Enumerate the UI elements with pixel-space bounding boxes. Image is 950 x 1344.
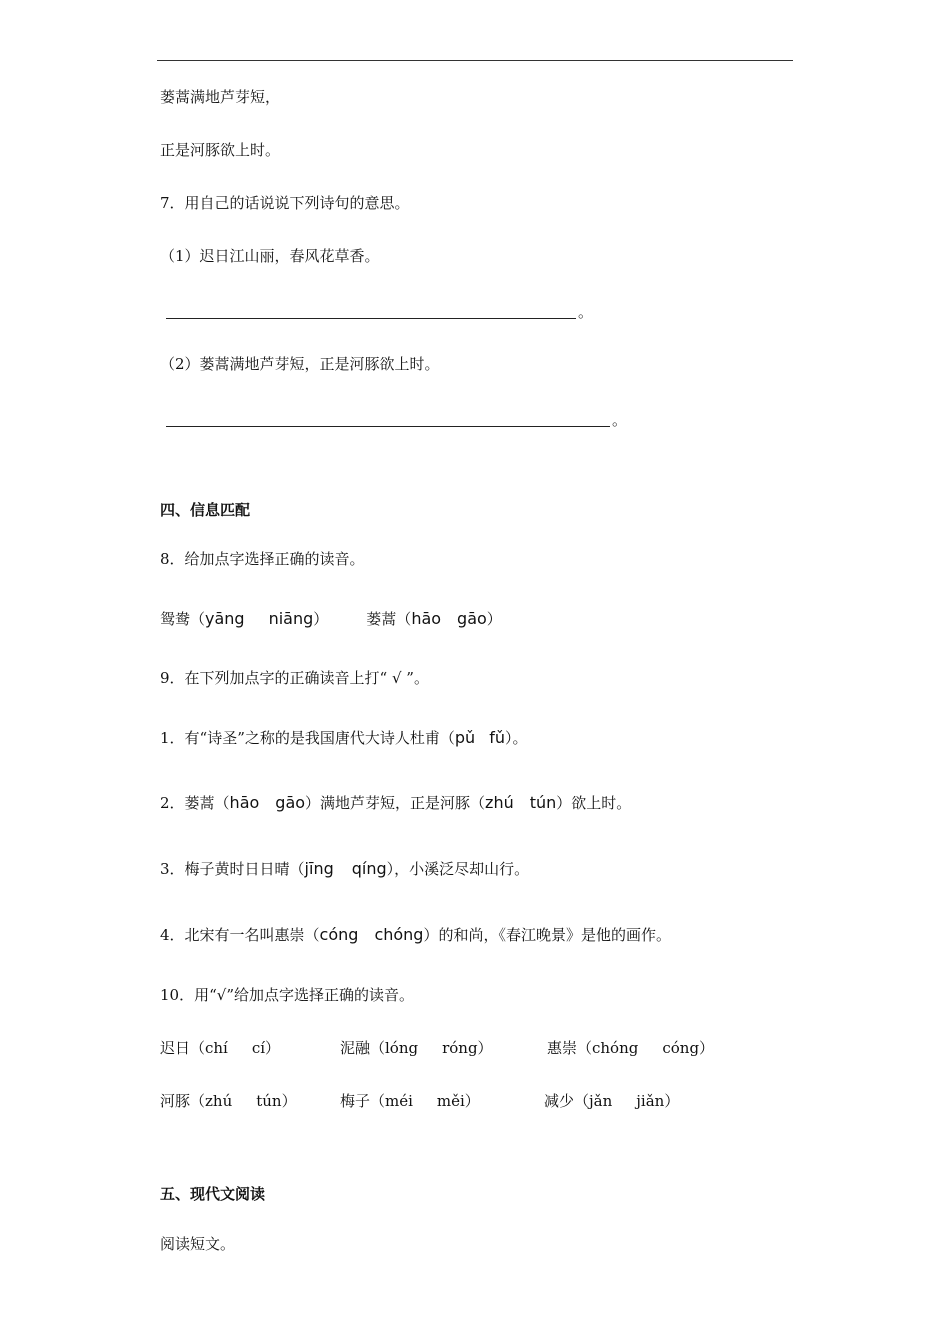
q9-item-4 bbox=[160, 925, 671, 945]
q10-r1-c3-a[interactable]: 惠崇（chóng bbox=[547, 1039, 639, 1057]
q9-item-3-text: 3．梅子黄时日日晴（ bbox=[160, 860, 305, 878]
q8-options bbox=[160, 609, 502, 629]
q10-r1-c3 bbox=[547, 1038, 714, 1058]
header-rule bbox=[157, 60, 793, 61]
q7-sub2: （2）蒌蒿满地芦芽短，正是河豚欲上时。 bbox=[160, 355, 440, 373]
q8-option-yang[interactable]: yāng bbox=[205, 609, 245, 628]
q9-item-2-mid: ）满地芦芽短，正是河豚（ bbox=[305, 794, 486, 812]
q9-item-1-end: ）。 bbox=[504, 729, 528, 747]
q10-r2-c3-a[interactable]: 减少（jǎn bbox=[544, 1092, 613, 1110]
q9-option-gao[interactable]: gāo bbox=[275, 793, 306, 812]
q10-r1-c1 bbox=[160, 1038, 280, 1058]
q9-item-1 bbox=[160, 728, 527, 748]
q8-prompt: 8．给加点字选择正确的读音。 bbox=[160, 550, 365, 568]
q10-r1-c2 bbox=[340, 1038, 493, 1058]
q9-item-4-text: 4．北宋有一名叫惠崇（ bbox=[160, 926, 320, 944]
q9-item-4-end: ）的和尚，《春江晚景》是他的画作。 bbox=[423, 926, 671, 944]
q7-end-mark-1: 。 bbox=[578, 303, 594, 321]
poem-line-2: 正是河豚欲上时。 bbox=[160, 141, 281, 159]
q9-option-chong[interactable]: chóng bbox=[374, 925, 424, 944]
section-5-title: 五、现代文阅读 bbox=[160, 1185, 266, 1203]
q9-option-hao[interactable]: hāo bbox=[229, 793, 260, 812]
q9-item-2-end: ）欲上时。 bbox=[556, 794, 632, 812]
q10-r1-c1-a[interactable]: 迟日（chí bbox=[160, 1039, 228, 1057]
q8-option-niang[interactable]: niāng bbox=[268, 609, 314, 628]
poem-line-1: 蒌蒿满地芦芽短， bbox=[160, 88, 281, 106]
q7-answer-line-2[interactable] bbox=[166, 426, 610, 427]
q10-r1-c2-b[interactable]: róng） bbox=[442, 1039, 493, 1057]
q10-r2-c1-b[interactable]: tún） bbox=[256, 1092, 297, 1110]
q9-option-fu[interactable]: fǔ bbox=[489, 728, 505, 747]
q7-sub1: （1）迟日江山丽，春风花草香。 bbox=[160, 247, 380, 265]
q7-prompt: 7．用自己的话说说下列诗句的意思。 bbox=[160, 194, 410, 212]
q9-item-3 bbox=[160, 859, 529, 879]
q9-option-cong[interactable]: cóng bbox=[319, 925, 359, 944]
q9-option-qing[interactable]: qíng bbox=[351, 859, 387, 878]
q8-option-gao[interactable]: gāo bbox=[457, 609, 487, 628]
q9-item-3-end: ），小溪泛尽却山行。 bbox=[386, 860, 530, 878]
q9-option-zhu[interactable]: zhú bbox=[485, 793, 514, 812]
q10-r1-c3-b[interactable]: cóng） bbox=[662, 1039, 715, 1057]
q9-option-jing[interactable]: jīng bbox=[304, 859, 334, 878]
q9-option-tun[interactable]: tún bbox=[529, 793, 557, 812]
q8-option-hao[interactable]: hāo bbox=[411, 609, 442, 628]
reading-prompt: 阅读短文。 bbox=[160, 1235, 236, 1253]
section-4-title: 四、信息匹配 bbox=[160, 501, 251, 519]
q9-item-2 bbox=[160, 793, 631, 813]
q9-option-pu[interactable]: pǔ bbox=[454, 728, 476, 747]
q9-item-1-text: 1．有“诗圣”之称的是我国唐代大诗人杜甫（ bbox=[160, 729, 455, 747]
q10-r2-c3-b[interactable]: jiǎn） bbox=[636, 1092, 680, 1110]
q8-word-2: 蒌蒿（ bbox=[366, 610, 412, 628]
q9-prompt: 9．在下列加点字的正确读音上打“ √ ”。 bbox=[160, 669, 429, 687]
q7-end-mark-2: 。 bbox=[612, 411, 628, 429]
q9-item-2-text: 2．蒌蒿（ bbox=[160, 794, 230, 812]
q8-word-1-close: ） bbox=[313, 610, 329, 628]
q10-r2-c2 bbox=[340, 1091, 480, 1111]
q10-prompt: 10．用“√”给加点字选择正确的读音。 bbox=[160, 986, 414, 1004]
q10-r2-c1 bbox=[160, 1091, 297, 1111]
q8-word-2-close: ） bbox=[486, 610, 502, 628]
q8-word-1: 鸳鸯（ bbox=[160, 610, 206, 628]
q10-r2-c3 bbox=[544, 1091, 679, 1111]
q7-answer-line-1[interactable] bbox=[166, 318, 576, 319]
q10-r2-c1-a[interactable]: 河豚（zhú bbox=[160, 1092, 233, 1110]
q10-r2-c2-a[interactable]: 梅子（méi bbox=[340, 1092, 413, 1110]
q10-r2-c2-b[interactable]: měi） bbox=[436, 1092, 480, 1110]
q10-r1-c1-b[interactable]: cí） bbox=[251, 1039, 281, 1057]
q10-r1-c2-a[interactable]: 泥融（lóng bbox=[340, 1039, 419, 1057]
